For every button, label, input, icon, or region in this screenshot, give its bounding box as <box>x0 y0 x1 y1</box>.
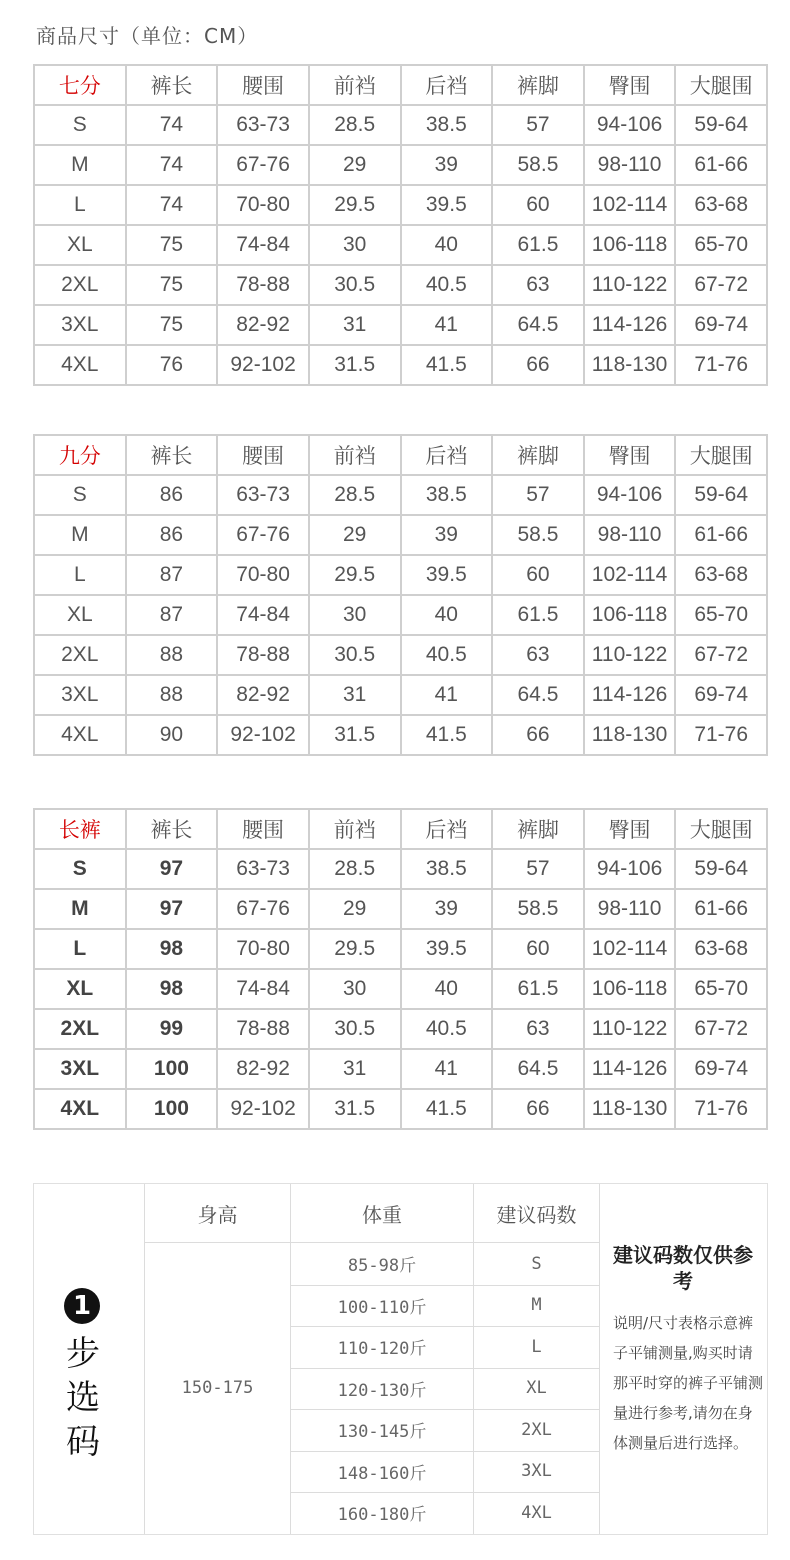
size-cell: 4XL <box>34 345 126 385</box>
measurement-cell: 87 <box>126 555 218 595</box>
column-header: 后裆 <box>401 809 493 849</box>
measurement-cell: 98 <box>126 969 218 1009</box>
measurement-cell: 92-102 <box>217 345 309 385</box>
table-row <box>34 145 767 185</box>
measurement-cell: 64.5 <box>492 305 584 345</box>
table-row <box>34 345 767 385</box>
weight-range: 100-110斤 <box>337 1297 427 1318</box>
table-row <box>34 889 767 929</box>
size-cell: 2XL <box>34 1009 126 1049</box>
measurement-cell: 106-118 <box>584 969 676 1009</box>
height-range: 150-175 <box>181 1378 254 1398</box>
column-header: 臀围 <box>584 65 676 105</box>
measurement-cell: 58.5 <box>492 515 584 555</box>
table-row <box>34 105 767 145</box>
weight-range: 130-145斤 <box>337 1422 427 1443</box>
measurement-cell: 30 <box>309 969 401 1009</box>
measurement-cell: 67-72 <box>675 635 767 675</box>
measurement-cell: 118-130 <box>584 345 676 385</box>
measurement-cell: 39 <box>401 145 493 185</box>
measurement-cell: 70-80 <box>217 185 309 225</box>
column-header: 后裆 <box>401 435 493 475</box>
measurement-cell: 31 <box>309 305 401 345</box>
measurement-cell: 40.5 <box>401 635 493 675</box>
size-guide-panel <box>33 1183 768 1535</box>
measurement-cell: 61-66 <box>675 145 767 185</box>
measurement-cell: 74 <box>126 145 218 185</box>
measurement-cell: 57 <box>492 105 584 145</box>
column-header: 大腿围 <box>675 435 767 475</box>
measurement-cell: 29 <box>309 145 401 185</box>
measurement-cell: 31.5 <box>309 715 401 755</box>
measurement-cell: 61.5 <box>492 595 584 635</box>
measurement-cell: 67-72 <box>675 1009 767 1049</box>
measurement-cell: 74-84 <box>217 969 309 1009</box>
table-row <box>34 635 767 675</box>
measurement-cell: 64.5 <box>492 675 584 715</box>
measurement-cell: 102-114 <box>584 555 676 595</box>
table-row <box>34 715 767 755</box>
measurement-cell: 40 <box>401 225 493 265</box>
measurement-cell: 110-122 <box>584 635 676 675</box>
size-cell: S <box>34 475 126 515</box>
measurement-cell: 29 <box>309 889 401 929</box>
measurement-cell: 86 <box>126 515 218 555</box>
measurement-cell: 82-92 <box>217 1049 309 1089</box>
measurement-cell: 40.5 <box>401 1009 493 1049</box>
measurement-cell: 94-106 <box>584 475 676 515</box>
column-header: 前裆 <box>309 435 401 475</box>
table-row <box>34 969 767 1009</box>
measurement-cell: 65-70 <box>675 225 767 265</box>
measurement-cell: 69-74 <box>675 305 767 345</box>
measurement-cell: 41.5 <box>401 1089 493 1129</box>
measurement-cell: 74-84 <box>217 225 309 265</box>
measurement-cell: 78-88 <box>217 265 309 305</box>
table-row <box>34 1089 767 1129</box>
measurement-cell: 94-106 <box>584 849 676 889</box>
table-row <box>34 595 767 635</box>
measurement-cell: 61-66 <box>675 515 767 555</box>
measurement-cell: 71-76 <box>675 715 767 755</box>
column-header: 后裆 <box>401 65 493 105</box>
measurement-cell: 61.5 <box>492 225 584 265</box>
measurement-cell: 94-106 <box>584 105 676 145</box>
measurement-cell: 61-66 <box>675 889 767 929</box>
table-row <box>34 305 767 345</box>
column-header: 腰围 <box>217 65 309 105</box>
measurement-cell: 63-73 <box>217 105 309 145</box>
table-row <box>34 225 767 265</box>
size-cell: XL <box>34 969 126 1009</box>
header-weight: 体重 <box>362 1202 402 1227</box>
measurement-cell: 67-76 <box>217 515 309 555</box>
size-table-long-pants <box>33 808 768 1130</box>
column-header: 裤脚 <box>492 809 584 849</box>
size-cell: XL <box>34 225 126 265</box>
measurement-cell: 38.5 <box>401 105 493 145</box>
measurement-cell: 118-130 <box>584 715 676 755</box>
size-cell: 4XL <box>34 715 126 755</box>
column-header: 裤脚 <box>492 65 584 105</box>
note-body: 说明/尺寸表格示意裤子平铺测量,购买时请那平时穿的裤子平铺测量进行参考,请勿在身体测量后进行选择。 <box>613 1314 764 1452</box>
measurement-cell: 98-110 <box>584 515 676 555</box>
measurement-cell: 74 <box>126 105 218 145</box>
measurement-cell: 74 <box>126 185 218 225</box>
weight-range: 120-130斤 <box>337 1380 427 1401</box>
column-header: 前裆 <box>309 809 401 849</box>
header-recommended-size: 建议码数 <box>496 1202 577 1227</box>
pants-type-label: 长裤 <box>34 809 126 849</box>
weight-range: 85-98斤 <box>347 1256 417 1277</box>
measurement-cell: 59-64 <box>675 105 767 145</box>
table-header-row <box>34 809 767 849</box>
column-header: 裤长 <box>126 65 218 105</box>
measurement-cell: 70-80 <box>217 929 309 969</box>
size-cell: 2XL <box>34 265 126 305</box>
column-header: 臀围 <box>584 809 676 849</box>
measurement-cell: 60 <box>492 185 584 225</box>
recommended-size: L <box>531 1336 542 1357</box>
column-header: 大腿围 <box>675 809 767 849</box>
measurement-cell: 100 <box>126 1089 218 1129</box>
weight-range: 160-180斤 <box>337 1505 427 1526</box>
measurement-cell: 31 <box>309 1049 401 1089</box>
size-cell: S <box>34 849 126 889</box>
column-header: 前裆 <box>309 65 401 105</box>
measurement-cell: 78-88 <box>217 635 309 675</box>
measurement-cell: 90 <box>126 715 218 755</box>
measurement-cell: 30 <box>309 595 401 635</box>
column-header: 大腿围 <box>675 65 767 105</box>
measurement-cell: 40 <box>401 595 493 635</box>
measurement-cell: 75 <box>126 265 218 305</box>
measurement-cell: 92-102 <box>217 1089 309 1129</box>
measurement-cell: 63-73 <box>217 849 309 889</box>
weight-range: 110-120斤 <box>337 1339 427 1360</box>
measurement-cell: 102-114 <box>584 929 676 969</box>
measurement-cell: 41 <box>401 675 493 715</box>
column-header: 腰围 <box>217 809 309 849</box>
header-height: 身高 <box>197 1202 238 1227</box>
column-header: 腰围 <box>217 435 309 475</box>
measurement-cell: 57 <box>492 849 584 889</box>
measurement-cell: 64.5 <box>492 1049 584 1089</box>
measurement-cell: 98 <box>126 929 218 969</box>
size-cell: M <box>34 889 126 929</box>
measurement-cell: 61.5 <box>492 969 584 1009</box>
measurement-cell: 67-72 <box>675 265 767 305</box>
measurement-cell: 71-76 <box>675 1089 767 1129</box>
measurement-cell: 110-122 <box>584 1009 676 1049</box>
measurement-cell: 98-110 <box>584 145 676 185</box>
measurement-cell: 65-70 <box>675 969 767 1009</box>
measurement-cell: 92-102 <box>217 715 309 755</box>
measurement-cell: 30.5 <box>309 1009 401 1049</box>
pants-type-label: 七分 <box>34 65 126 105</box>
recommended-size: M <box>531 1295 542 1316</box>
recommended-size: 2XL <box>521 1419 552 1440</box>
size-table-9-fen <box>33 434 768 756</box>
size-cell: XL <box>34 595 126 635</box>
table-row <box>34 265 767 305</box>
recommended-size: S <box>531 1253 542 1274</box>
table-header-row <box>34 435 767 475</box>
measurement-cell: 97 <box>126 849 218 889</box>
measurement-cell: 65-70 <box>675 595 767 635</box>
size-cell: 3XL <box>34 675 126 715</box>
measurement-cell: 40 <box>401 969 493 1009</box>
column-header: 臀围 <box>584 435 676 475</box>
measurement-cell: 82-92 <box>217 675 309 715</box>
size-table-7-fen <box>33 64 768 386</box>
measurement-cell: 88 <box>126 675 218 715</box>
measurement-cell: 59-64 <box>675 849 767 889</box>
measurement-cell: 86 <box>126 475 218 515</box>
measurement-cell: 66 <box>492 345 584 385</box>
step-number-badge: 1 <box>64 1288 100 1324</box>
measurement-cell: 60 <box>492 555 584 595</box>
measurement-cell: 29 <box>309 515 401 555</box>
measurement-cell: 41 <box>401 305 493 345</box>
measurement-cell: 71-76 <box>675 345 767 385</box>
size-cell: S <box>34 105 126 145</box>
table-row <box>34 929 767 969</box>
measurement-cell: 99 <box>126 1009 218 1049</box>
measurement-cell: 41 <box>401 1049 493 1089</box>
size-cell: L <box>34 929 126 969</box>
measurement-cell: 30.5 <box>309 265 401 305</box>
measurement-cell: 31 <box>309 675 401 715</box>
measurement-cell: 29.5 <box>309 929 401 969</box>
measurement-cell: 40.5 <box>401 265 493 305</box>
measurement-cell: 66 <box>492 715 584 755</box>
measurement-cell: 114-126 <box>584 1049 676 1089</box>
column-header: 裤脚 <box>492 435 584 475</box>
measurement-cell: 102-114 <box>584 185 676 225</box>
table-row <box>34 675 767 715</box>
size-cell: L <box>34 555 126 595</box>
measurement-cell: 58.5 <box>492 145 584 185</box>
measurement-cell: 110-122 <box>584 265 676 305</box>
measurement-cell: 76 <box>126 345 218 385</box>
column-header: 裤长 <box>126 809 218 849</box>
column-header: 裤长 <box>126 435 218 475</box>
size-cell: 3XL <box>34 1049 126 1089</box>
table-row <box>34 185 767 225</box>
measurement-cell: 75 <box>126 305 218 345</box>
measurement-cell: 63 <box>492 1009 584 1049</box>
measurement-cell: 70-80 <box>217 555 309 595</box>
measurement-cell: 29.5 <box>309 555 401 595</box>
measurement-cell: 106-118 <box>584 595 676 635</box>
measurement-cell: 31.5 <box>309 345 401 385</box>
measurement-cell: 106-118 <box>584 225 676 265</box>
measurement-cell: 74-84 <box>217 595 309 635</box>
measurement-cell: 39.5 <box>401 555 493 595</box>
measurement-cell: 82-92 <box>217 305 309 345</box>
measurement-cell: 41.5 <box>401 715 493 755</box>
measurement-cell: 39.5 <box>401 929 493 969</box>
step-label: 步选码 <box>66 1334 100 1462</box>
measurement-cell: 38.5 <box>401 475 493 515</box>
measurement-cell: 28.5 <box>309 849 401 889</box>
measurement-cell: 39.5 <box>401 185 493 225</box>
measurement-cell: 63 <box>492 635 584 675</box>
measurement-cell: 69-74 <box>675 1049 767 1089</box>
recommended-size: 3XL <box>521 1461 552 1482</box>
table-row <box>34 515 767 555</box>
measurement-cell: 75 <box>126 225 218 265</box>
measurement-cell: 28.5 <box>309 475 401 515</box>
measurement-cell: 63-68 <box>675 929 767 969</box>
measurement-cell: 114-126 <box>584 675 676 715</box>
weight-range: 148-160斤 <box>337 1463 427 1484</box>
table-header-row <box>34 65 767 105</box>
measurement-cell: 63-73 <box>217 475 309 515</box>
table-row <box>34 475 767 515</box>
table-row <box>34 555 767 595</box>
measurement-cell: 114-126 <box>584 305 676 345</box>
measurement-cell: 63-68 <box>675 185 767 225</box>
table-row <box>34 1049 767 1089</box>
table-row <box>34 1009 767 1049</box>
measurement-cell: 97 <box>126 889 218 929</box>
measurement-cell: 78-88 <box>217 1009 309 1049</box>
measurement-cell: 30 <box>309 225 401 265</box>
table-row <box>34 849 767 889</box>
measurement-cell: 57 <box>492 475 584 515</box>
measurement-cell: 66 <box>492 1089 584 1129</box>
pants-type-label: 九分 <box>34 435 126 475</box>
size-cell: 3XL <box>34 305 126 345</box>
measurement-cell: 31.5 <box>309 1089 401 1129</box>
recommended-size: 4XL <box>521 1502 552 1523</box>
page-title: 商品尺寸（单位：CM） <box>36 24 259 48</box>
measurement-cell: 30.5 <box>309 635 401 675</box>
measurement-cell: 59-64 <box>675 475 767 515</box>
note-title: 建议码数仅供参考 <box>613 1243 753 1293</box>
measurement-cell: 29.5 <box>309 185 401 225</box>
measurement-cell: 118-130 <box>584 1089 676 1129</box>
size-cell: 2XL <box>34 635 126 675</box>
recommended-size: XL <box>526 1378 547 1399</box>
measurement-cell: 100 <box>126 1049 218 1089</box>
measurement-cell: 88 <box>126 635 218 675</box>
size-cell: M <box>34 145 126 185</box>
measurement-cell: 98-110 <box>584 889 676 929</box>
measurement-cell: 39 <box>401 515 493 555</box>
measurement-cell: 38.5 <box>401 849 493 889</box>
measurement-cell: 67-76 <box>217 145 309 185</box>
measurement-cell: 28.5 <box>309 105 401 145</box>
measurement-cell: 60 <box>492 929 584 969</box>
measurement-cell: 87 <box>126 595 218 635</box>
measurement-cell: 63 <box>492 265 584 305</box>
measurement-cell: 69-74 <box>675 675 767 715</box>
size-cell: L <box>34 185 126 225</box>
measurement-cell: 58.5 <box>492 889 584 929</box>
size-cell: 4XL <box>34 1089 126 1129</box>
size-cell: M <box>34 515 126 555</box>
measurement-cell: 67-76 <box>217 889 309 929</box>
measurement-cell: 39 <box>401 889 493 929</box>
measurement-cell: 41.5 <box>401 345 493 385</box>
measurement-cell: 63-68 <box>675 555 767 595</box>
